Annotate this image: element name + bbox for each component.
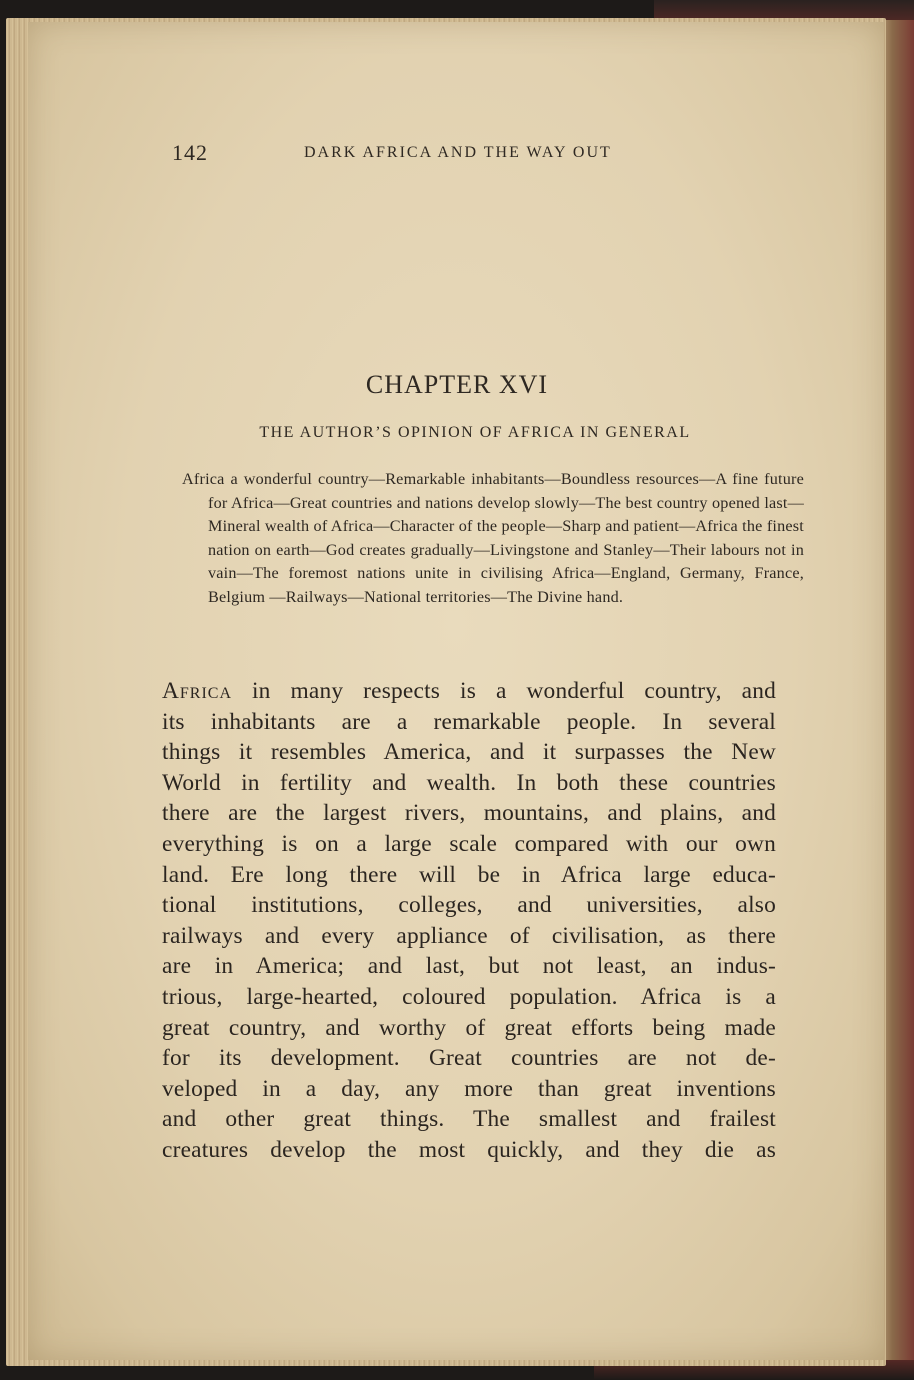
chapter-heading: CHAPTER XVI	[365, 370, 549, 399]
body-line: things it resembles America, and it surpasses the New	[162, 739, 776, 766]
running-head	[172, 140, 772, 170]
chapter-synopsis: Africa a wonderful country—Remarkable inhabitants—Boundless resources—A fine future for Africa—Great countries and nations develop slowly—The best country opened last—Mineral wealth of Africa—Character of the people—Sharp and patient—Africa the finest nation on earth—God creates gradually—Livingstone and Stanley—Their labours not in vain—The foremost nations unite in civilising Africa—England, Germany, France, Belgium —Railways—National territories—The Divine hand.	[182, 470, 804, 606]
body-text	[162, 676, 776, 1166]
running-title: DARK AFRICA AND THE WAY OUT	[304, 144, 612, 161]
page-number: 142	[172, 140, 208, 165]
lead-word: Africa	[162, 678, 233, 704]
body-line: creatures develop the most quickly, and they die as	[162, 1136, 776, 1163]
body-line: veloped in a day, any more than great inventions	[162, 1075, 776, 1102]
body-line: everything is on a large scale compared with our own	[162, 830, 776, 857]
body-line: there are the largest rivers, mountains, and plains, and	[162, 800, 776, 827]
body-line: railways and every appliance of civilisation, as there	[162, 922, 776, 949]
body-line: tional institutions, colleges, and universities, also	[162, 892, 776, 919]
body-line: are in America; and last, but not least, an indus-	[162, 953, 776, 980]
body-line: for its development. Great countries are not de-	[162, 1045, 776, 1072]
body-line: and other great things. The smallest and frailest	[162, 1106, 776, 1133]
body-line: great country, and worthy of great efforts being made	[162, 1014, 776, 1041]
body-line: trious, large-hearted, coloured population. Africa is a	[162, 983, 776, 1010]
body-line: Africa in many respects is a wonderful country, and	[162, 678, 776, 704]
body-line: land. Ere long there will be in Africa large educa-	[162, 861, 776, 888]
body-line: World in fertility and wealth. In both these countries	[162, 769, 776, 796]
body-line: its inhabitants are a remarkable people. In several	[162, 708, 776, 735]
chapter-subtitle: THE AUTHOR’S OPINION OF AFRICA IN GENERAL	[259, 424, 691, 441]
